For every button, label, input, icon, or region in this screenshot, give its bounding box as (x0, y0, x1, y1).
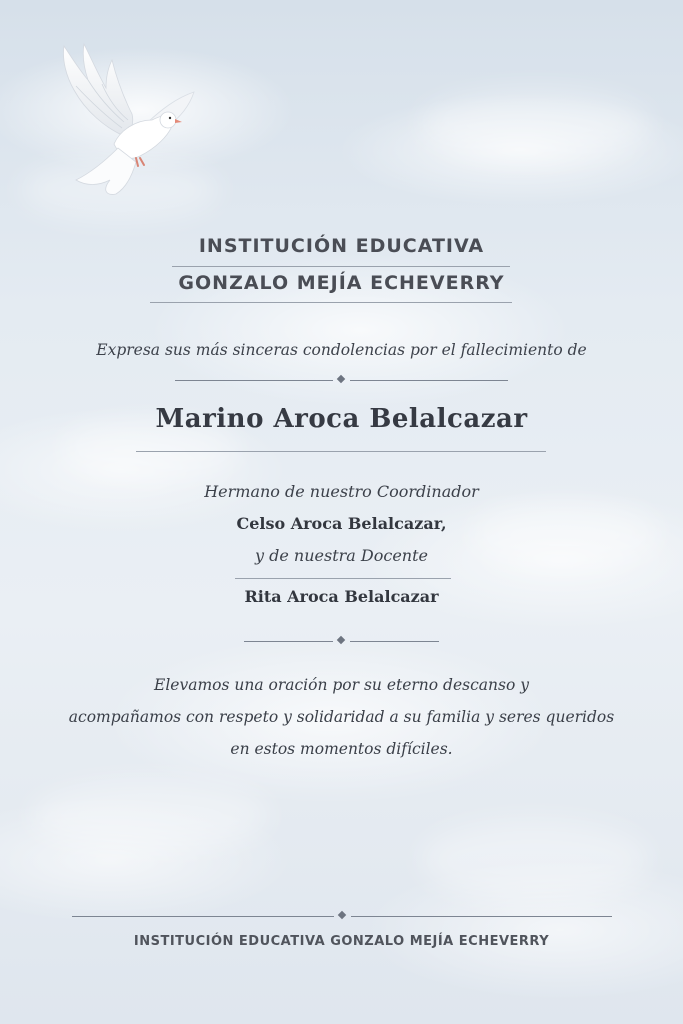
prayer-line3: en estos momentos difíciles. (230, 740, 453, 758)
footer-institution: INSTITUCIÓN EDUCATIVA GONZALO MEJÍA ECHEVERRY (133, 934, 550, 949)
prayer-line2: acompañamos con respeto y solidaridad a su familia y seres queridos (68, 708, 615, 726)
condolence-intro: Expresa sus más sinceras condolencias por el fallecimiento de (96, 341, 587, 359)
ornament-divider (244, 637, 439, 645)
relation-coordinator: Hermano de nuestro Coordinador (204, 482, 479, 501)
coordinator-name: Celso Aroca Belalcazar, (236, 514, 447, 533)
cloud-decoration (420, 820, 650, 900)
relations-divider (235, 578, 451, 579)
name-divider (136, 451, 546, 452)
footer-ornament-divider (72, 912, 612, 920)
deceased-name: Marino Aroca Belalcazar (155, 404, 528, 434)
header-divider (172, 266, 510, 267)
relation-teacher: y de nuestra Docente (254, 546, 428, 565)
ornament-divider (175, 376, 508, 384)
dove-icon (36, 40, 201, 205)
institution-title-line1: INSTITUCIÓN EDUCATIVA (198, 235, 485, 257)
prayer-line1: Elevamos una oración por su eterno descanso y (154, 676, 529, 694)
institution-title-line2: GONZALO MEJÍA ECHEVERRY (178, 272, 505, 294)
teacher-name: Rita Aroca Belalcazar (244, 587, 439, 606)
cloud-decoration (420, 90, 650, 160)
header-divider (150, 302, 512, 303)
cloud-decoration (30, 780, 270, 850)
